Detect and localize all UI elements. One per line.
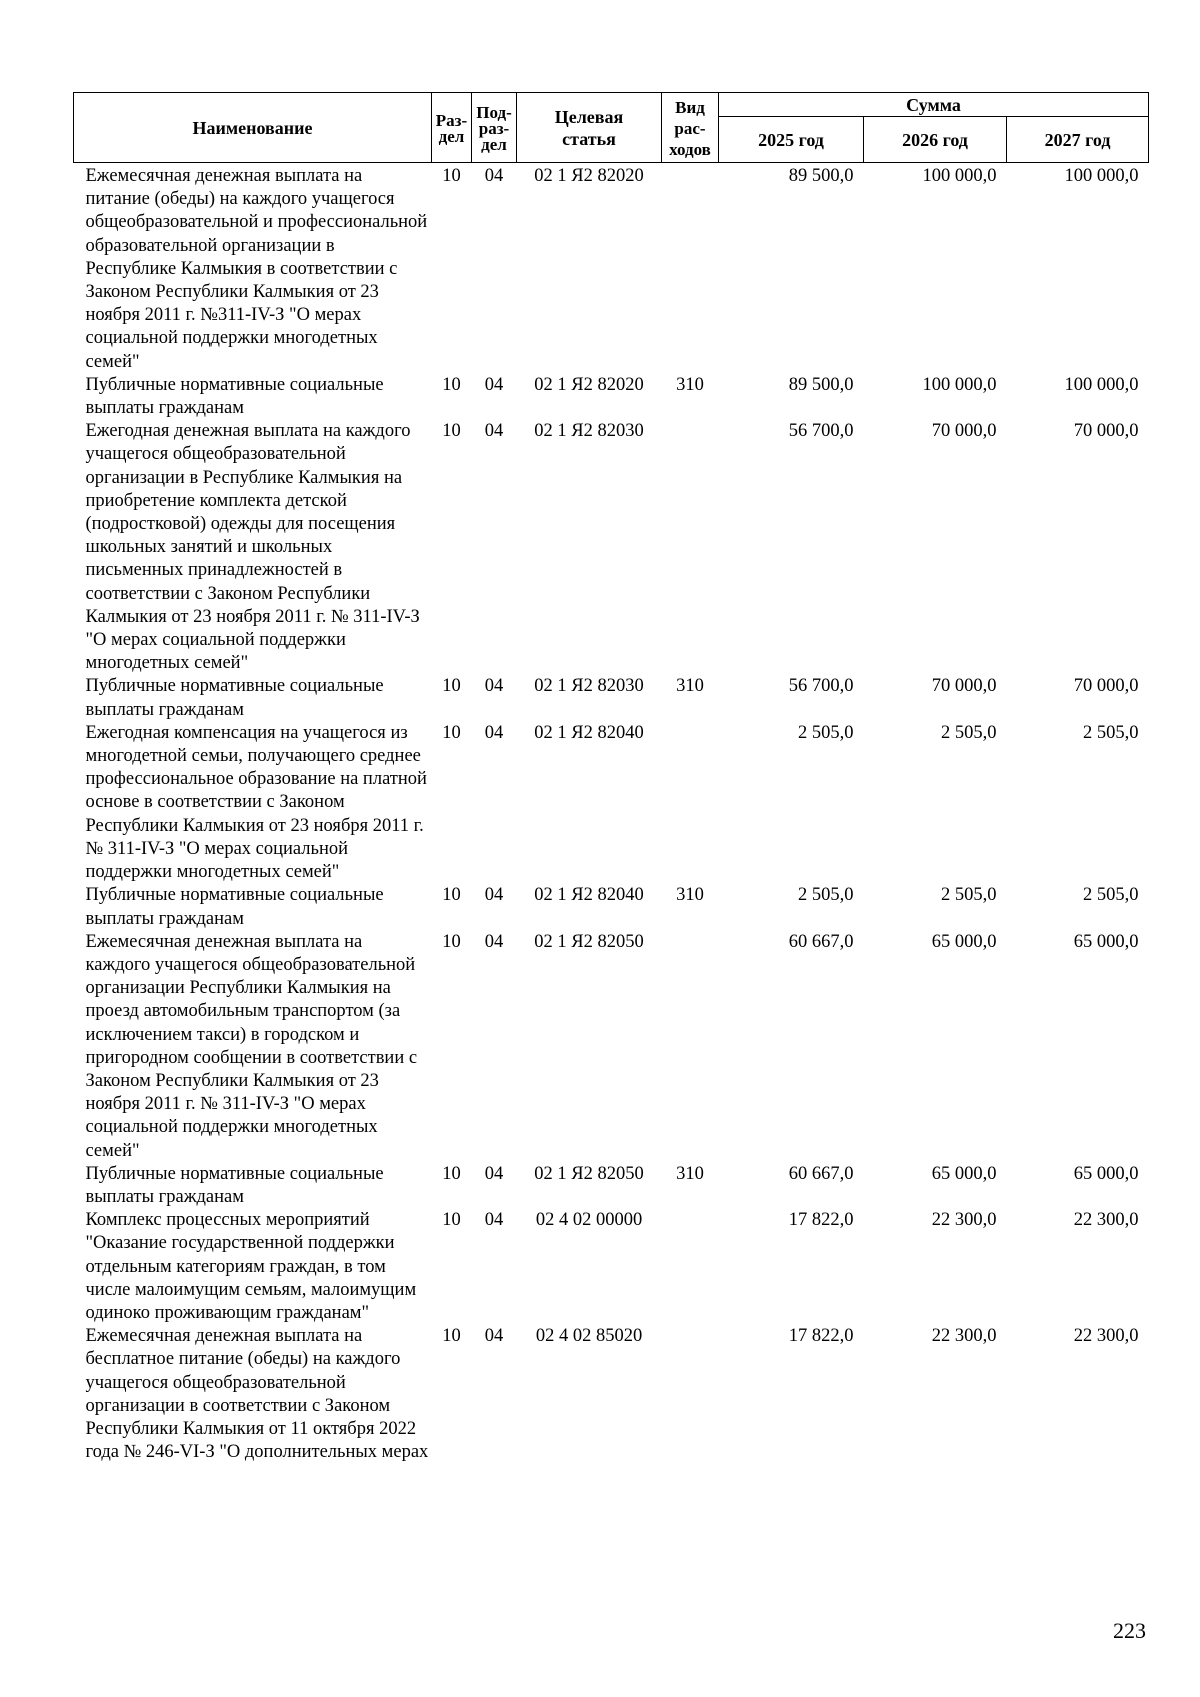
row-2027-cell: 65 000,0 xyxy=(1073,931,1139,952)
row-2027-cell: 22 300,0 xyxy=(1073,1210,1139,1231)
row-2026-cell: 22 300,0 xyxy=(931,1210,997,1231)
row-razdel-cell: 10 xyxy=(442,722,461,743)
row-razdel-cell: 10 xyxy=(442,931,461,952)
row-vid-cell: 310 xyxy=(676,676,704,697)
row-2025-cell: 2 505,0 xyxy=(798,885,854,906)
row-2026-cell: 100 000,0 xyxy=(922,374,997,395)
row-2026-cell: 2 505,0 xyxy=(941,885,997,906)
row-2027-cell: 100 000,0 xyxy=(1064,166,1139,186)
header-name: Наименование xyxy=(74,93,432,163)
row-name-cell: Ежегодная компенсация на учащегося из многодетной семьи, получающего среднее профессиональное образование на платной основе в соответствии с Законом Республики Калмыкия от 23 ноября 2011 г. № 311-IV-З "О мерах социальной поддержки многодетных семей" xyxy=(85,722,427,883)
header-2026: 2026 год xyxy=(864,117,1007,163)
row-2025-cell: 56 700,0 xyxy=(788,676,854,697)
row-2025-cell: 17 822,0 xyxy=(788,1326,854,1347)
row-2027-cell: 22 300,0 xyxy=(1073,1326,1139,1347)
table-row xyxy=(74,1325,1149,1464)
row-name-cell: Комплекс процессных мероприятий "Оказание государственной поддержки отдельным категориям граждан, в том числе малоимущим семьям, малоимущим одиноко проживающим гражданам" xyxy=(85,1210,417,1323)
row-2025-cell: 89 500,0 xyxy=(788,374,854,395)
table-row xyxy=(74,722,1149,884)
row-name-cell: Ежемесячная денежная выплата на каждого учащегося общеобразовательной организации Республики Калмыкия на проезд автомобильным транспортом (за исключением такси) в городском и пригородном сообщении в соответствии с Законом Республики Калмыкия от 23 ноября 2011 г. № 311-IV-З "О мерах социальной поддержки многодетных семей" xyxy=(85,931,418,1161)
row-razdel-cell: 10 xyxy=(442,885,461,906)
table-row xyxy=(74,374,1149,420)
row-podrazdel-cell: 04 xyxy=(484,931,504,952)
row-name-cell: Публичные нормативные социальные выплаты гражданам xyxy=(85,676,384,720)
row-podrazdel-cell: 04 xyxy=(484,1326,504,1347)
row-2026-cell: 100 000,0 xyxy=(922,166,997,186)
row-celevaya-cell: 02 1 Я2 82020 xyxy=(534,374,644,395)
header-2027: 2027 год xyxy=(1007,117,1149,163)
row-2027-cell: 70 000,0 xyxy=(1073,421,1139,442)
header-razdel: Раз- дел xyxy=(432,93,472,163)
row-2026-cell: 65 000,0 xyxy=(931,1163,997,1184)
row-podrazdel-cell: 04 xyxy=(484,421,504,442)
row-vid-cell: 310 xyxy=(676,885,704,906)
row-razdel-cell: 10 xyxy=(442,166,461,186)
table-body xyxy=(74,163,1149,1465)
row-name-cell: Ежемесячная денежная выплата на питание (обеды) на каждого учащегося общеобразовательной и профессиональной образовательной организации в Республике Калмыкия в соответствии с Законом Республики Калмыкия от 23 ноября 2011 г. №311-IV-З "О мерах социальной поддержки многодетных семей" xyxy=(85,166,428,372)
header-vid: Вид рас- ходов xyxy=(662,93,719,163)
row-2025-cell: 56 700,0 xyxy=(788,421,854,442)
row-name-cell: Публичные нормативные социальные выплаты гражданам xyxy=(85,1163,384,1207)
row-2026-cell: 22 300,0 xyxy=(931,1326,997,1347)
row-podrazdel-cell: 04 xyxy=(484,676,504,697)
row-razdel-cell: 10 xyxy=(442,1163,461,1184)
row-vid-cell xyxy=(662,1209,719,1325)
row-2026-cell: 65 000,0 xyxy=(931,931,997,952)
row-celevaya-cell: 02 1 Я2 82020 xyxy=(534,166,644,186)
row-razdel-cell: 10 xyxy=(442,1210,461,1231)
row-vid-cell: 310 xyxy=(676,374,704,395)
row-podrazdel-cell: 04 xyxy=(484,166,504,186)
row-name-cell: Публичные нормативные социальные выплаты гражданам xyxy=(85,885,384,929)
row-vid-cell xyxy=(662,420,719,675)
row-podrazdel-cell: 04 xyxy=(484,374,504,395)
row-2025-cell: 60 667,0 xyxy=(788,931,854,952)
header-2025: 2025 год xyxy=(719,117,864,163)
row-2026-cell: 70 000,0 xyxy=(931,676,997,697)
row-2025-cell: 2 505,0 xyxy=(798,722,854,743)
header-podrazdel: Под- раз- дел xyxy=(472,93,517,163)
row-name-cell: Публичные нормативные социальные выплаты гражданам xyxy=(85,374,384,419)
row-vid-cell xyxy=(662,1325,719,1464)
row-podrazdel-cell: 04 xyxy=(484,885,504,906)
row-razdel-cell: 10 xyxy=(442,374,461,395)
row-razdel-cell: 10 xyxy=(442,421,461,442)
row-2025-cell: 17 822,0 xyxy=(788,1210,854,1231)
row-razdel-cell: 10 xyxy=(442,676,461,697)
row-vid-cell xyxy=(662,931,719,1163)
row-name-cell: Ежегодная денежная выплата на каждого учащегося общеобразовательной организации в Республике Калмыкия на приобретение комплекта детской (подростковой) одежды для посещения школьных занятий и школьных письменных принадлежностей в соответствии с Законом Республики Калмыкия от 23 ноября 2011 г. № 311-IV-З "О мерах социальной поддержки многодетных семей" xyxy=(85,421,420,674)
table-row xyxy=(74,1209,1149,1325)
row-2027-cell: 2 505,0 xyxy=(1083,885,1139,906)
row-celevaya-cell: 02 1 Я2 82030 xyxy=(534,421,644,442)
page-number: 223 xyxy=(1113,1618,1146,1643)
budget-table xyxy=(73,92,1149,1464)
row-vid-cell xyxy=(662,722,719,884)
row-name-cell: Ежемесячная денежная выплата на бесплатное питание (обеды) на каждого учащегося общеобразовательной организации в соответствии с Законом Республики Калмыкия от 11 октября 2022 года № 246-VI-З "О дополнительных мерах xyxy=(85,1326,429,1463)
row-celevaya-cell: 02 1 Я2 82050 xyxy=(534,1163,644,1184)
row-2026-cell: 70 000,0 xyxy=(931,421,997,442)
header-celevaya: Целевая статья xyxy=(517,93,662,163)
table-row xyxy=(74,931,1149,1163)
row-podrazdel-cell: 04 xyxy=(484,722,504,743)
row-2025-cell: 60 667,0 xyxy=(788,1163,854,1184)
row-celevaya-cell: 02 4 02 00000 xyxy=(535,1210,643,1231)
header-summa: Сумма xyxy=(719,93,1149,117)
table-row xyxy=(74,884,1149,930)
table-row xyxy=(74,163,1149,374)
row-vid-cell xyxy=(662,163,719,374)
row-celevaya-cell: 02 1 Я2 82040 xyxy=(534,722,644,743)
row-razdel-cell: 10 xyxy=(442,1326,461,1347)
row-celevaya-cell: 02 1 Я2 82050 xyxy=(534,931,644,952)
row-celevaya-cell: 02 4 02 85020 xyxy=(535,1326,643,1347)
row-vid-cell: 310 xyxy=(676,1163,704,1184)
table-header xyxy=(74,93,1149,163)
row-2026-cell: 2 505,0 xyxy=(941,722,997,743)
row-podrazdel-cell: 04 xyxy=(484,1163,504,1184)
row-2025-cell: 89 500,0 xyxy=(788,166,854,186)
table-row xyxy=(74,420,1149,675)
row-2027-cell: 2 505,0 xyxy=(1083,722,1139,743)
table-row xyxy=(74,1163,1149,1209)
table-row xyxy=(74,675,1149,721)
row-2027-cell: 70 000,0 xyxy=(1073,676,1139,697)
row-2027-cell: 65 000,0 xyxy=(1073,1163,1139,1184)
row-2027-cell: 100 000,0 xyxy=(1064,374,1139,395)
row-celevaya-cell: 02 1 Я2 82030 xyxy=(534,676,644,697)
row-podrazdel-cell: 04 xyxy=(484,1210,504,1231)
row-celevaya-cell: 02 1 Я2 82040 xyxy=(534,885,644,906)
